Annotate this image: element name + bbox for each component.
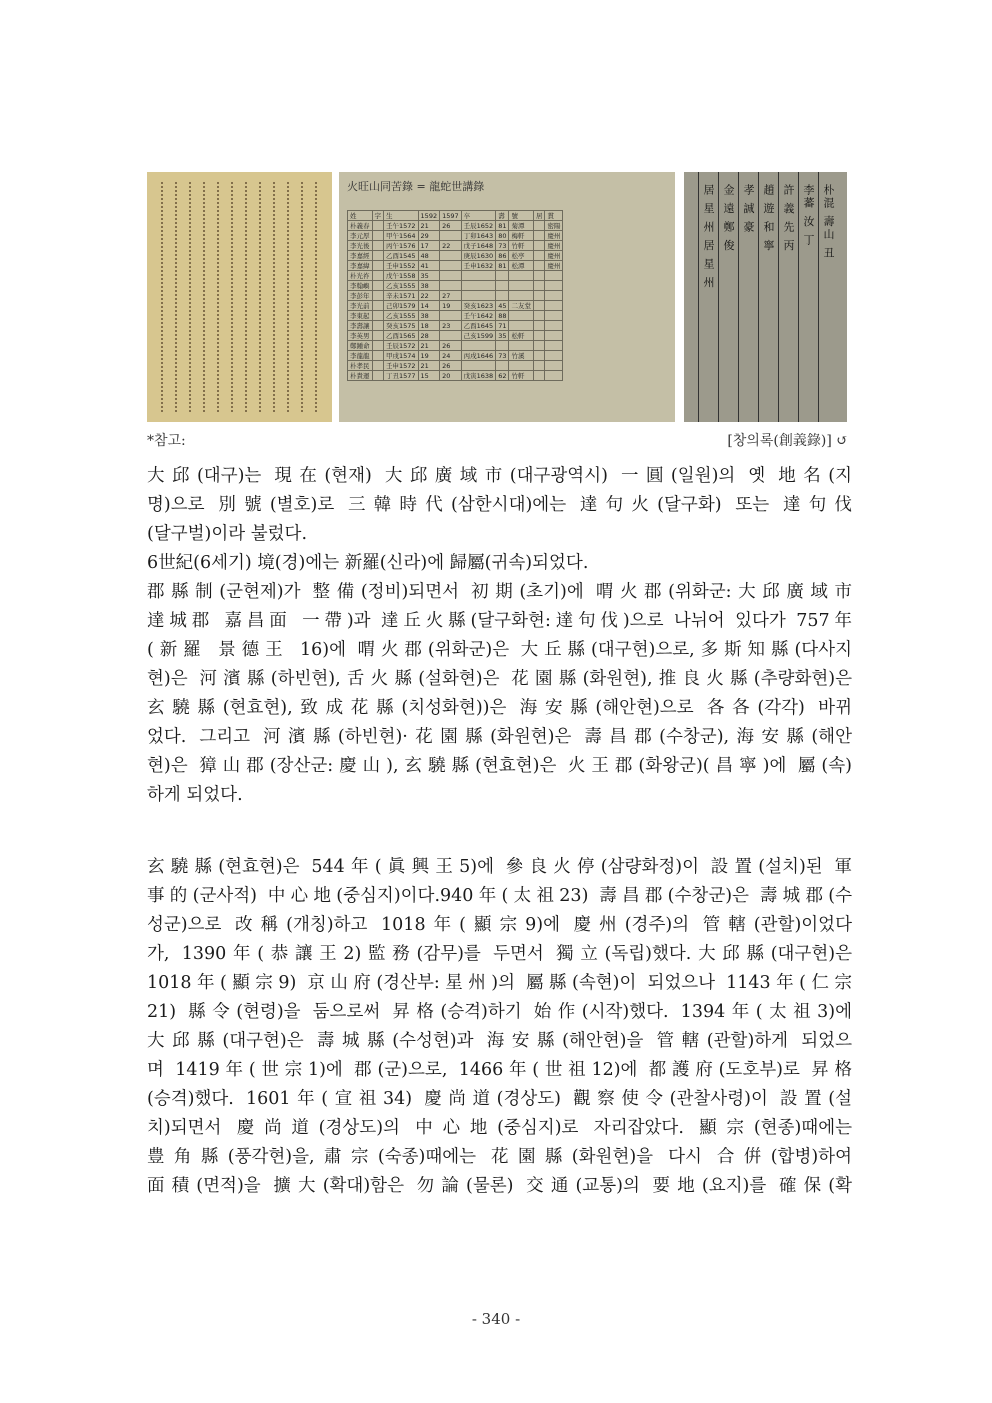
- roster-cell: [372, 241, 384, 251]
- roster-cell: 壽: [496, 211, 509, 221]
- book-rule-line: [758, 172, 759, 422]
- roster-cell: 41: [418, 261, 440, 271]
- roster-cell: 二友堂: [509, 301, 534, 311]
- roster-cell: 壬申1572: [384, 361, 419, 371]
- roster-cell: 丙午1576: [384, 241, 419, 251]
- roster-cell: 27: [440, 291, 462, 301]
- roster-cell: 乙亥1555: [384, 281, 419, 291]
- roster-row: [348, 321, 563, 331]
- roster-cell: [533, 281, 545, 291]
- source-caption: [창의록(創義錄)] ↺: [727, 433, 848, 449]
- roster-cell: [372, 291, 384, 301]
- manuscript-photo: [147, 172, 332, 422]
- roster-cell: 壬申1632: [461, 261, 496, 271]
- book-page-photo: [684, 172, 847, 422]
- book-column-text: 朴混 壽山 丑: [822, 184, 835, 260]
- roster-cell: 19: [418, 351, 440, 361]
- roster-cell: [372, 231, 384, 241]
- roster-cell: [509, 281, 534, 291]
- roster-cell: 竹軒: [509, 371, 534, 381]
- roster-cell: [533, 331, 545, 341]
- roster-cell: [496, 281, 509, 291]
- roster-cell: [545, 351, 563, 361]
- roster-cell: 88: [496, 311, 509, 321]
- text-line: 성군)으로 改稱(개칭)하고 1018年(顯宗9)에 慶州(경주)의 管轄(관할)이었다: [147, 915, 852, 935]
- roster-cell: [372, 301, 384, 311]
- roster-row: [348, 371, 563, 381]
- book-rule-line: [818, 172, 819, 422]
- roster-cell: 戊寅1638: [461, 371, 496, 381]
- roster-cell: [533, 351, 545, 361]
- roster-cell: 菊潭: [509, 221, 534, 231]
- roster-cell: [509, 291, 534, 301]
- book-rule-line: [698, 172, 699, 422]
- roster-cell: 李光後: [348, 241, 373, 251]
- book-column-text: 趙 遊 和 寧: [762, 184, 775, 253]
- roster-row: [348, 221, 563, 231]
- roster-cell: [545, 361, 563, 371]
- roster-cell: 慶州: [545, 251, 563, 261]
- text-line: 21) 縣令(현령)을 둠으로써 昇格(승격)하기 始作(시작)했다. 1394年(太祖3)에: [147, 1002, 852, 1022]
- roster-cell: 丁丑1577: [384, 371, 419, 381]
- roster-cell: 22: [418, 291, 440, 301]
- text-line: 1018年(顯宗9) 京山府(경산부:星州)의 屬縣(속현)이 되었으나 1143年(仁宗: [147, 973, 852, 993]
- roster-cell: 李英男: [348, 331, 373, 341]
- text-line: (승격)했다. 1601年(宣祖34) 慶尚道(경상도) 觀察使令(관찰사령)이 設置(설: [147, 1089, 852, 1109]
- roster-cell: [496, 341, 509, 351]
- roster-cell: [372, 261, 384, 271]
- roster-cell: [440, 231, 462, 241]
- text-line: 명)으로 別號(별호)로 三韓時代(삼한시대)에는 達句火(달구화) 또는 達句伐: [147, 495, 852, 515]
- roster-cell: 20: [440, 371, 462, 381]
- roster-cell: [372, 321, 384, 331]
- roster-cell: 21: [418, 361, 440, 371]
- roster-cell: [533, 341, 545, 351]
- roster-row: [348, 331, 563, 341]
- text-line: 하게 되었다.: [147, 785, 243, 805]
- roster-row: [348, 301, 563, 311]
- roster-cell: 壬辰1572: [384, 341, 419, 351]
- roster-cell: [372, 371, 384, 381]
- roster-cell: 李彭年: [348, 291, 373, 301]
- roster-cell: 松亭: [509, 251, 534, 261]
- roster-table-photo: [339, 172, 675, 422]
- text-line: 가, 1390年(恭讓王2)監務(감무)를 두면서 獨立(독립)했다.大邱縣(대구현)은: [147, 944, 852, 964]
- roster-cell: 慶州: [545, 261, 563, 271]
- roster-cell: 號: [509, 211, 534, 221]
- roster-cell: [372, 251, 384, 261]
- roster-table: [347, 210, 563, 381]
- roster-cell: [545, 371, 563, 381]
- book-rule-line: [798, 172, 799, 422]
- roster-cell: [533, 261, 545, 271]
- roster-cell: 35: [496, 331, 509, 341]
- roster-cell: [545, 311, 563, 321]
- roster-cell: 21: [418, 221, 440, 231]
- roster-cell: 己卯1579: [384, 301, 419, 311]
- roster-cell: 生: [384, 211, 419, 221]
- roster-row: [348, 311, 563, 321]
- roster-row: [348, 231, 563, 241]
- text-line: 玄驍縣(현효현)은 544年(眞興王5)에 參良火停(삼량화정)이 設置(설치)된 軍: [147, 857, 852, 877]
- roster-cell: 庚辰1630: [461, 251, 496, 261]
- roster-cell: 松軒: [509, 331, 534, 341]
- roster-cell: [372, 341, 384, 351]
- roster-row: [348, 271, 563, 281]
- roster-cell: 80: [496, 231, 509, 241]
- roster-cell: 甲午1564: [384, 231, 419, 241]
- roster-cell: 丙戌1646: [461, 351, 496, 361]
- roster-cell: 戊子1648: [461, 241, 496, 251]
- roster-cell: [509, 311, 534, 321]
- roster-cell: 字: [372, 211, 384, 221]
- roster-cell: 81: [496, 261, 509, 271]
- roster-cell: 86: [496, 251, 509, 261]
- roster-cell: [372, 271, 384, 281]
- roster-cell: [440, 261, 462, 271]
- roster-cell: 朴光祚: [348, 271, 373, 281]
- roster-cell: [533, 231, 545, 241]
- roster-cell: 35: [418, 271, 440, 281]
- roster-row: [348, 261, 563, 271]
- roster-cell: 26: [440, 221, 462, 231]
- roster-cell: 梅軒: [509, 231, 534, 241]
- roster-cell: 73: [496, 351, 509, 361]
- roster-cell: 己亥1599: [461, 331, 496, 341]
- roster-cell: [372, 221, 384, 231]
- roster-cell: 辛未1571: [384, 291, 419, 301]
- roster-cell: [545, 331, 563, 341]
- roster-cell: 23: [440, 321, 462, 331]
- roster-cell: 居: [533, 211, 545, 221]
- roster-cell: 乙酉1565: [384, 331, 419, 341]
- roster-cell: 乙酉1645: [461, 321, 496, 331]
- text-line: 面積(면적)을 擴大(확대)함은 勿論(물론) 交通(교통)의 要地(요지)를 確保(확: [147, 1176, 852, 1196]
- text-line: 大邱縣(대구현)은 壽城縣(수성현)과 海安縣(해안현)을 管轄(관할)하게 되었으: [147, 1031, 852, 1051]
- roster-cell: [533, 311, 545, 321]
- roster-cell: 朴貴運: [348, 371, 373, 381]
- roster-cell: 癸亥1623: [461, 301, 496, 311]
- roster-cell: 19: [440, 301, 462, 311]
- roster-cell: [440, 251, 462, 261]
- roster-row: [348, 291, 563, 301]
- roster-cell: [461, 341, 496, 351]
- roster-title: 火旺山同苦錄 = 龍蛇世講錄: [347, 180, 485, 193]
- text-line: 豊角縣(풍각현)을,肅宗(숙종)때에는 花園縣(화원현)을 다시 合倂(합병)하여: [147, 1147, 852, 1167]
- roster-cell: [440, 281, 462, 291]
- roster-row: [348, 341, 563, 351]
- roster-cell: 15: [418, 371, 440, 381]
- roster-cell: 李元厚: [348, 231, 373, 241]
- roster-row: [348, 351, 563, 361]
- roster-cell: 李光前: [348, 301, 373, 311]
- book-rule-line: [718, 172, 719, 422]
- roster-cell: [440, 271, 462, 281]
- roster-cell: 14: [418, 301, 440, 311]
- roster-cell: [372, 351, 384, 361]
- roster-cell: 李龍龍: [348, 351, 373, 361]
- roster-row: [348, 211, 563, 221]
- text-line: 며 1419年(世宗1)에 郡(군)으로, 1466年(世祖12)에 都護府(도호부)로 昇格: [147, 1060, 852, 1080]
- text-line: 현)은 獐山郡(장산군:慶山),玄驍縣(현효현)은 火王郡(화왕군)(昌寧)에 屬(속): [147, 756, 852, 776]
- text-line: 치)되면서 慶尚道(경상도)의 中心地(중심지)로 자리잡았다. 顯宗(현종)때에는: [147, 1118, 852, 1138]
- roster-cell: 22: [440, 241, 462, 251]
- roster-cell: 38: [418, 311, 440, 321]
- roster-cell: 1592: [418, 211, 440, 221]
- text-line: 었다. 그리고 河濱縣(하빈현)·花園縣(화원현)은 壽昌郡(수창군),海安縣(해안: [147, 727, 852, 747]
- roster-cell: [461, 281, 496, 291]
- roster-cell: [461, 291, 496, 301]
- roster-cell: [533, 221, 545, 231]
- roster-cell: [440, 311, 462, 321]
- roster-cell: 貫: [545, 211, 563, 221]
- roster-cell: [509, 321, 534, 331]
- roster-cell: 38: [418, 281, 440, 291]
- roster-cell: 乙酉1545: [384, 251, 419, 261]
- roster-cell: 卒: [461, 211, 496, 221]
- roster-cell: 密陽: [545, 221, 563, 231]
- book-column-text: 金 遠 鄭 俊: [722, 184, 735, 253]
- roster-cell: 71: [496, 321, 509, 331]
- roster-cell: [545, 301, 563, 311]
- roster-cell: 松潭: [509, 261, 534, 271]
- roster-cell: 45: [496, 301, 509, 311]
- text-line: 현)은 河濱縣(하빈현),舌火縣(설화현)은 花園縣(화원현),推良火縣(추량화현)은: [147, 669, 852, 689]
- roster-cell: [496, 361, 509, 371]
- roster-cell: [372, 361, 384, 371]
- roster-cell: 朴義春: [348, 221, 373, 231]
- roster-cell: [545, 271, 563, 281]
- roster-cell: [533, 291, 545, 301]
- paragraph-1: [147, 462, 852, 810]
- text-line: 郡縣制(군현제)가 整備(정비)되면서 初期(초기)에 喟火郡(위화군:大邱廣域市: [147, 582, 852, 602]
- roster-cell: [545, 341, 563, 351]
- reference-label: *참고:: [147, 433, 186, 449]
- roster-cell: 李東起: [348, 311, 373, 321]
- roster-cell: [545, 281, 563, 291]
- book-rule-line: [738, 172, 739, 422]
- roster-cell: [496, 271, 509, 281]
- roster-cell: [372, 311, 384, 321]
- roster-cell: 29: [418, 231, 440, 241]
- roster-cell: 壬申1552: [384, 261, 419, 271]
- roster-cell: [509, 271, 534, 281]
- roster-cell: 竹溪: [509, 351, 534, 361]
- book-column-text: 許 義 先 丙: [782, 184, 795, 253]
- roster-cell: 21: [418, 341, 440, 351]
- roster-cell: [372, 281, 384, 291]
- roster-cell: 48: [418, 251, 440, 261]
- roster-row: [348, 361, 563, 371]
- roster-cell: [440, 331, 462, 341]
- text-line: 達城郡 嘉昌面 一帶)과 達丘火縣(달구화현:達句伐)으로 나뉘어 있다가 757年: [147, 611, 852, 631]
- roster-cell: [533, 361, 545, 371]
- roster-cell: 甲戌1574: [384, 351, 419, 361]
- roster-cell: 李壽讓: [348, 321, 373, 331]
- roster-cell: 朴孝民: [348, 361, 373, 371]
- roster-cell: 竹軒: [509, 241, 534, 251]
- roster-cell: 73: [496, 241, 509, 251]
- roster-row: [348, 281, 563, 291]
- book-column-text: 孝 誠 豪: [742, 184, 755, 234]
- roster-cell: [533, 371, 545, 381]
- roster-cell: 24: [440, 351, 462, 361]
- roster-cell: 17: [418, 241, 440, 251]
- text-line: 事的(군사적) 中心地(중심지)이다.940年(太祖23) 壽昌郡(수창군)은 壽城郡(수: [147, 886, 852, 906]
- book-rule-line: [778, 172, 779, 422]
- roster-cell: 慶州: [545, 231, 563, 241]
- roster-cell: 乙亥1555: [384, 311, 419, 321]
- text-line: 大邱(대구)는 現在(현재) 大邱廣域市(대구광역시) 一圓(일원)의 옛 地名(지: [147, 466, 852, 486]
- roster-row: [348, 251, 563, 261]
- roster-cell: [509, 361, 534, 371]
- roster-cell: 李嘉經: [348, 251, 373, 261]
- roster-cell: 81: [496, 221, 509, 231]
- page-number: - 340 -: [471, 1310, 521, 1328]
- roster-cell: [533, 251, 545, 261]
- roster-cell: 壬午1572: [384, 221, 419, 231]
- text-line: (달구벌)이라 불렀다.: [147, 524, 308, 544]
- roster-cell: [509, 341, 534, 351]
- roster-cell: 壬午1642: [461, 311, 496, 321]
- roster-cell: [461, 271, 496, 281]
- roster-cell: [545, 291, 563, 301]
- text-line: (新羅 景德王 16)에 喟火郡(위화군)은 大丘縣(대구현)으로,多斯知縣(다사지: [147, 640, 852, 660]
- roster-cell: [533, 321, 545, 331]
- roster-cell: 鄭鍾命: [348, 341, 373, 351]
- roster-cell: [372, 331, 384, 341]
- roster-cell: 1597: [440, 211, 462, 221]
- roster-cell: 姓: [348, 211, 373, 221]
- roster-cell: 26: [440, 341, 462, 351]
- roster-cell: 慶州: [545, 241, 563, 251]
- roster-cell: [533, 271, 545, 281]
- roster-cell: 26: [440, 361, 462, 371]
- roster-cell: 28: [418, 331, 440, 341]
- roster-cell: 18: [418, 321, 440, 331]
- roster-cell: 癸亥1575: [384, 321, 419, 331]
- roster-cell: [496, 291, 509, 301]
- book-column-text: 居 星 州 居 星 州: [702, 184, 715, 290]
- roster-cell: 62: [496, 371, 509, 381]
- roster-row: [348, 241, 563, 251]
- roster-cell: [533, 301, 545, 311]
- roster-cell: [461, 361, 496, 371]
- roster-cell: 李翰嶼: [348, 281, 373, 291]
- roster-cell: 丁卯1643: [461, 231, 496, 241]
- text-line: 6世紀(6세기) 境(경)에는 新羅(신라)에 歸屬(귀속)되었다.: [147, 553, 589, 573]
- roster-cell: [533, 241, 545, 251]
- roster-cell: 李嘉緯: [348, 261, 373, 271]
- text-line: 玄驍縣(현효현),致成花縣(치성화현))은 海安縣(해안현)으로 各各(각각) 바뀌: [147, 698, 852, 718]
- paragraph-2: [147, 853, 852, 1201]
- roster-cell: 戊午1558: [384, 271, 419, 281]
- roster-cell: [545, 321, 563, 331]
- roster-cell: 壬辰1652: [461, 221, 496, 231]
- reference-photos: [147, 172, 847, 422]
- book-column-text: 李蕃 汝 丁: [802, 184, 815, 247]
